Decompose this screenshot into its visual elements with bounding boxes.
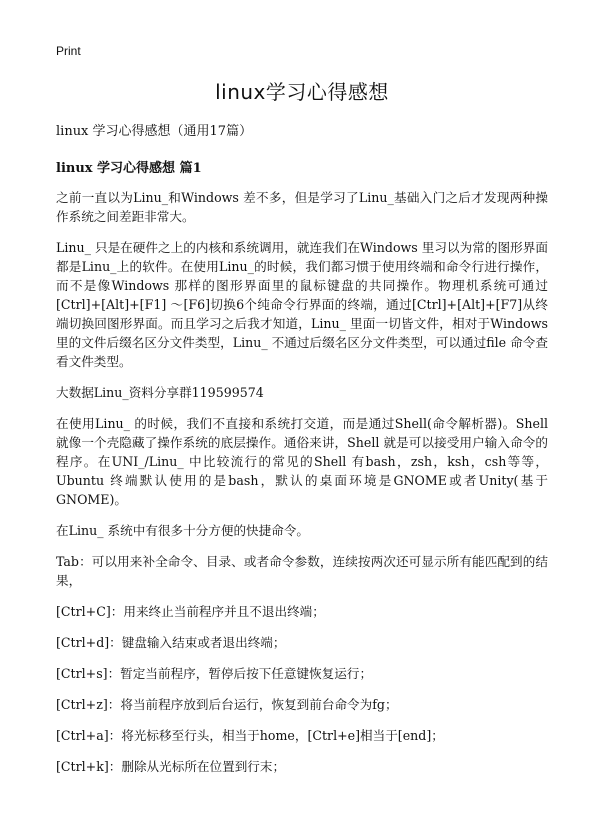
page-title: linux学习心得感想	[215, 80, 389, 104]
section-heading: linux 学习心得感想 篇1	[56, 161, 202, 176]
paragraph-shortcuts-intro: 在Linu_ 系统中有很多十分方便的快捷命令。	[56, 523, 310, 538]
paragraph-tab: Tab：可以用来补全命令、目录、或者命令参数，连续按两次还可显示所有能匹配到的结果，	[56, 554, 548, 588]
shortcut-ctrl-c: [Ctrl+C]：用来终止当前程序并且不退出终端；	[56, 604, 325, 619]
shortcut-ctrl-z: [Ctrl+z]：将当前程序放到后台运行，恢复到前台命令为fg；	[56, 697, 398, 712]
shortcut-ctrl-k: [Ctrl+k]：删除从光标所在位置到行末；	[56, 759, 286, 774]
paragraph-intro: 之前一直以为Linu_和Windows 差不多，但是学习了Linu_基础入门之后才发现两种操作系统之间差距非常大。	[56, 190, 548, 224]
paragraph-shell: 在使用Linu_ 的时候，我们不直接和系统打交道，而是通过Shell(命令解析器)。Shell 就像一个壳隐藏了操作系统的底层操作。通俗来讲，Shell 就是可以接受用户输入命令的程序。在UNI_/Linu_ 中比较流行的常见的Shell 有bash，zsh，ksh，csh等等，Ubuntu 终端默认使用的是bash，默认的桌面环境是GNOME或者Unity(基于GNOME)。	[56, 416, 548, 507]
shortcut-ctrl-d: [Ctrl+d]：键盘输入结束或者退出终端；	[56, 635, 286, 650]
paragraph-group: 大数据Linu_资料分享群119599574	[56, 385, 264, 400]
shortcut-ctrl-a: [Ctrl+a]：将光标移至行头，相当于home，[Ctrl+e]相当于[end]；	[56, 728, 444, 743]
print-label: Print	[56, 44, 81, 58]
shortcut-ctrl-s: [Ctrl+s]：暂定当前程序，暂停后按下任意键恢复运行；	[56, 666, 373, 681]
document-subtitle: linux 学习心得感想（通用17篇）	[56, 124, 253, 139]
paragraph-kernel: Linu_ 只是在硬件之上的内核和系统调用，就连我们在Windows 里习以为常的图形界面都是Linu_上的软件。在使用Linu_的时候，我们都习惯于使用终端和命令行进行操作，而不是像Windows 那样的图形界面里的鼠标键盘的共同操作。物理机系统可通过[Ctrl]+[Alt]+[F1] ～[F6]切换6个纯命令行界面的终端，通过[Ctrl]+[Alt]+[F7]从终端切换回图形界面。而且学习之后我才知道，Linu_ 里面一切皆文件，相对于Windows 里的文件后缀名区分文件类型，Linu_ 不通过后缀名区分文件类型，可以通过file 命令查看文件类型。	[56, 240, 548, 369]
